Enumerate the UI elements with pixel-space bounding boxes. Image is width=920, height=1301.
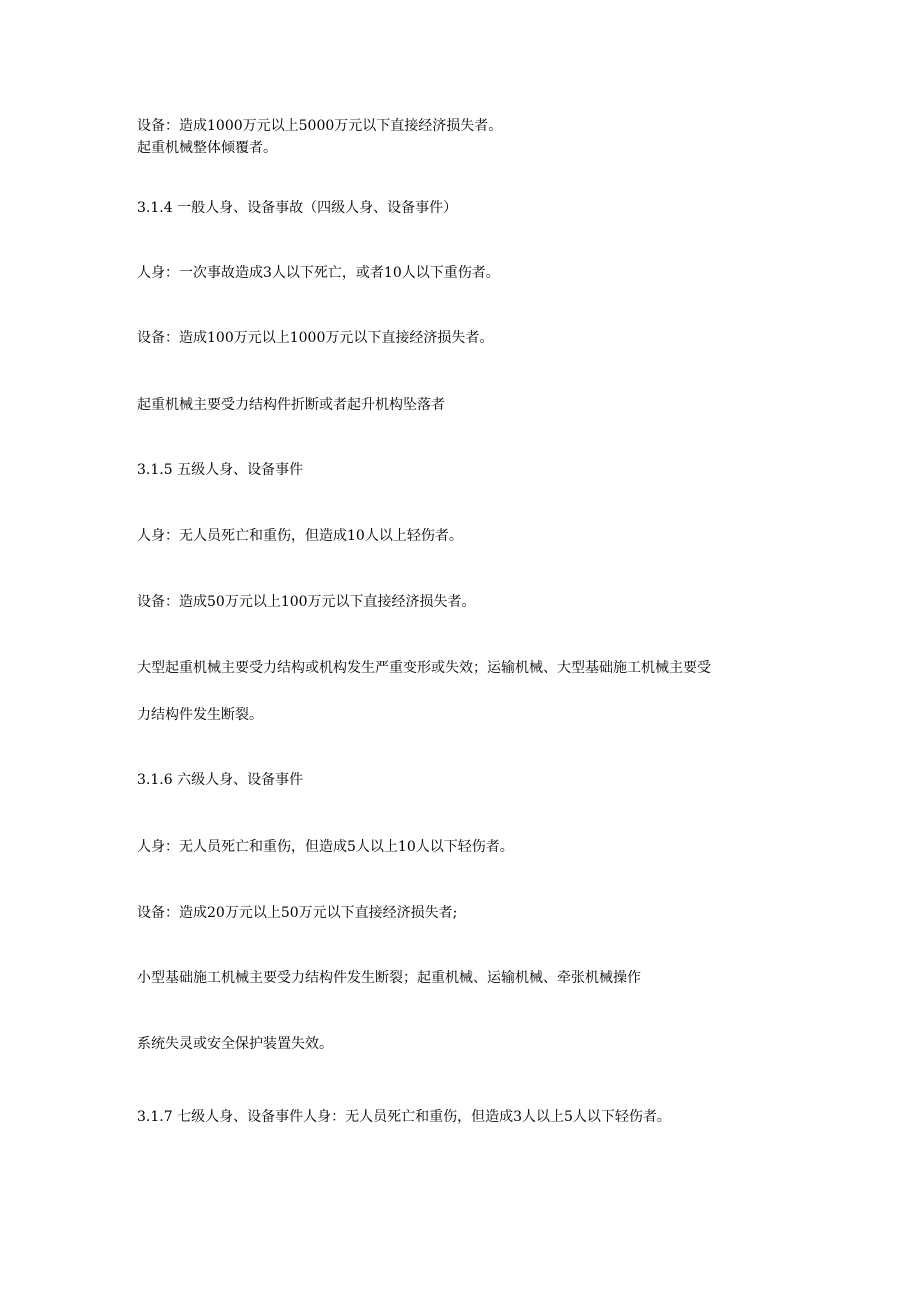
text-line-equipment-1000: 设备：造成1000万元以上5000万元以下直接经济损失者。 bbox=[137, 118, 503, 134]
text-line-small-machinery-cont: 系统失灵或安全保护装置失效。 bbox=[137, 1036, 333, 1052]
section-heading-3-1-5: 3.1.5 五级人身、设备事件 bbox=[137, 462, 304, 478]
section-heading-3-1-6: 3.1.6 六级人身、设备事件 bbox=[137, 772, 304, 788]
text-line-equipment-50: 设备：造成50万元以上100万元以下直接经济损失者。 bbox=[137, 594, 476, 610]
text-line-crane-overturn: 起重机械整体倾覆者。 bbox=[137, 140, 277, 156]
text-line-equipment-100: 设备：造成100万元以上1000万元以下直接经济损失者。 bbox=[137, 330, 494, 346]
section-heading-3-1-7: 3.1.7 七级人身、设备事件人身：无人员死亡和重伤，但造成3人以上5人以下轻伤者。 bbox=[137, 1109, 671, 1125]
text-line-equipment-20: 设备：造成20万元以上50万元以下直接经济损失者; bbox=[137, 905, 458, 921]
text-line-small-machinery: 小型基础施工机械主要受力结构件发生断裂；起重机械、运输机械、牵张机械操作 bbox=[137, 970, 641, 986]
text-line-large-crane-cont: 力结构件发生断裂。 bbox=[137, 707, 263, 723]
text-line-personnel-3-1-5: 人身：无人员死亡和重伤，但造成10人以上轻伤者。 bbox=[137, 528, 463, 544]
text-line-crane-structure: 起重机械主要受力结构件折断或者起升机构坠落者 bbox=[137, 397, 445, 413]
text-line-personnel-3-1-6: 人身：无人员死亡和重伤，但造成5人以上10人以下轻伤者。 bbox=[137, 839, 514, 855]
text-line-personnel-3-1-4: 人身：一次事故造成3人以下死亡，或者10人以下重伤者。 bbox=[137, 265, 500, 281]
section-heading-3-1-4: 3.1.4 一般人身、设备事故（四级人身、设备事件） bbox=[137, 200, 458, 216]
text-line-large-crane: 大型起重机械主要受力结构或机构发生严重变形或失效；运输机械、大型基础施工机械主要受 bbox=[137, 660, 711, 676]
